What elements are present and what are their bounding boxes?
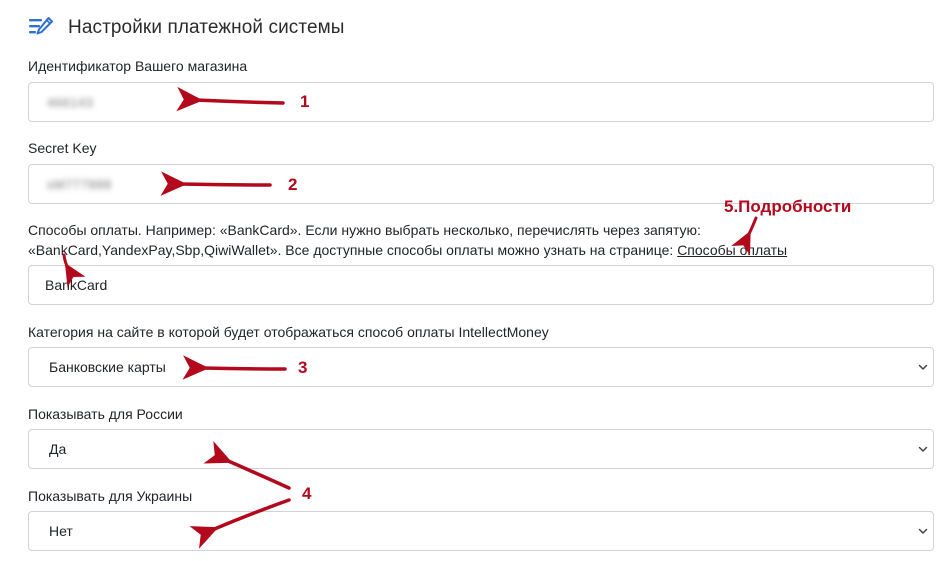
secret-key-label: Secret Key — [28, 140, 97, 156]
annotation-number-2: 2 — [288, 175, 298, 194]
chevron-down-icon — [917, 525, 929, 537]
page-title: Настройки платежной системы — [68, 17, 345, 38]
chevron-down-icon — [917, 361, 929, 373]
chevron-down-icon — [917, 443, 929, 455]
show-russia-value: Да — [49, 441, 67, 457]
category-value: Банковские карты — [49, 359, 166, 375]
payment-methods-description — [28, 220, 808, 260]
annotation-number-4: 4 — [302, 484, 312, 503]
secret-key-value: sM777888 — [47, 176, 112, 192]
secret-key-input[interactable] — [28, 164, 934, 204]
category-label: Категория на сайте в которой будет отображаться способ оплаты IntellectMoney — [28, 324, 549, 340]
shop-id-input[interactable] — [28, 82, 934, 122]
show-ukraine-label: Показывать для Украины — [28, 488, 193, 504]
payment-methods-link[interactable]: Способы оплаты — [677, 242, 788, 258]
shop-id-value: 466143 — [47, 94, 94, 110]
payment-methods-input[interactable] — [28, 265, 934, 305]
show-ukraine-value: Нет — [49, 523, 73, 539]
settings-header — [28, 14, 345, 42]
category-select[interactable] — [28, 347, 934, 387]
show-russia-select[interactable] — [28, 429, 934, 469]
payment-methods-text: Способы оплаты. Например: «BankCard». Если нужно выбрать несколько, перечислять через запятую: «BankCard,YandexPay,Sbp,QiwiWallet». Все доступные способы оплаты можно узнать на странице: — [28, 222, 701, 258]
payment-methods-value: BankCard — [45, 277, 108, 293]
show-russia-label: Показывать для России — [28, 406, 183, 422]
annotation-label-5: 5.Подробности — [724, 197, 852, 216]
annotation-number-1: 1 — [300, 92, 310, 111]
shop-id-label: Идентификатор Вашего магазина — [28, 58, 248, 74]
annotation-number-3: 3 — [298, 358, 308, 377]
show-ukraine-select[interactable] — [28, 511, 934, 551]
edit-list-icon — [28, 15, 54, 41]
